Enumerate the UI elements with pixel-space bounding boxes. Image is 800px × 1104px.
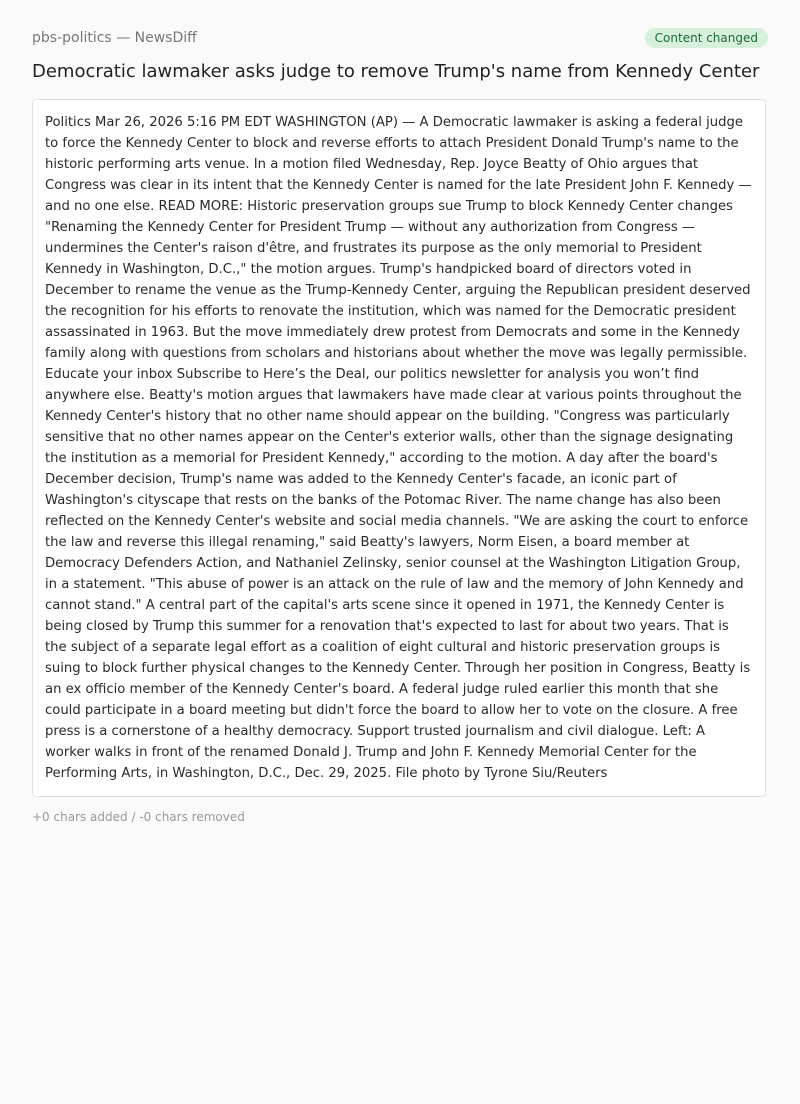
article-card [32, 99, 766, 797]
status-badge: Content changed [645, 28, 768, 48]
page-header [32, 28, 768, 48]
source-label: pbs-politics — NewsDiff [32, 30, 197, 46]
article-body: Politics Mar 26, 2026 5:16 PM EDT WASHINGTON (AP) — A Democratic lawmaker is asking a federal judge to force the Kennedy Center to block and reverse efforts to attach President Donald Trump's name to the historic performing arts venue. In a motion filed Wednesday, Rep. Joyce Beatty of Ohio argues that Congress was clear in its intent that the Kennedy Center is named for the late President John F. Kennedy — and no one else. READ MORE: Historic preservation groups sue Trump to block Kennedy Center changes "Renaming the Kennedy Center for President Trump — without any authorization from Congress — undermines the Center's raison d'être, and frustrates its purpose as the only memorial to President Kennedy in Washington, D.C.," the motion argues. Trump's handpicked board of directors voted in December to rename the venue as the Trump-Kennedy Center, arguing the Republican president deserved the recognition for his efforts to renovate the institution, which was named for the Democratic president assassinated in 1963. But the move immediately drew protest from Democrats and some in the Kennedy family along with questions from scholars and historians about whether the move was legally permissible. Educate your inbox Subscribe to Here’s the Deal, our politics newsletter for analysis you won’t find anywhere else. Beatty's motion argues that lawmakers have made clear at various points throughout the Kennedy Center's history that no other name should appear on the building. "Congress was particularly sensitive that no other names appear on the Center's exterior walls, other than the signage designating the institution as a memorial for President Kennedy," according to the motion. A day after the board's December decision, Trump's name was added to the Kennedy Center's facade, an iconic part of Washington's cityscape that rests on the banks of the Potomac River. The name change has also been reflected on the Kennedy Center's website and social media channels. "We are asking the court to enforce the law and reverse this illegal renaming," said Beatty's lawyers, Norm Eisen, a board member at Democracy Defenders Action, and Nathaniel Zelinsky, senior counsel at the Washington Litigation Group, in a statement. "This abuse of power is an attack on the rule of law and the memory of John Kennedy and cannot stand." A central part of the capital's arts scene since it opened in 1971, the Kennedy Center is being closed by Trump this summer for a renovation that's expected to last for about two years. That is the subject of a separate legal effort as a coalition of eight cultural and historic preservation groups is suing to block further physical changes to the Kennedy Center. Through her position in Congress, Beatty is an ex officio member of the Kennedy Center's board. A federal judge ruled earlier this month that she could participate in a board meeting but didn't force the board to allow her to vote on the closure. A free press is a cornerstone of a healthy democracy. Support trusted journalism and civil dialogue. Left: A worker walks in front of the renamed Donald J. Trump and John F. Kennedy Memorial Center for the Performing Arts, in Washington, D.C., Dec. 29, 2025. File photo by Tyrone Siu/Reuters [45, 115, 752, 781]
diff-stats: +0 chars added / -0 chars removed [32, 810, 245, 824]
article-title: Democratic lawmaker asks judge to remove Trump's name from Kennedy Center [32, 61, 760, 82]
